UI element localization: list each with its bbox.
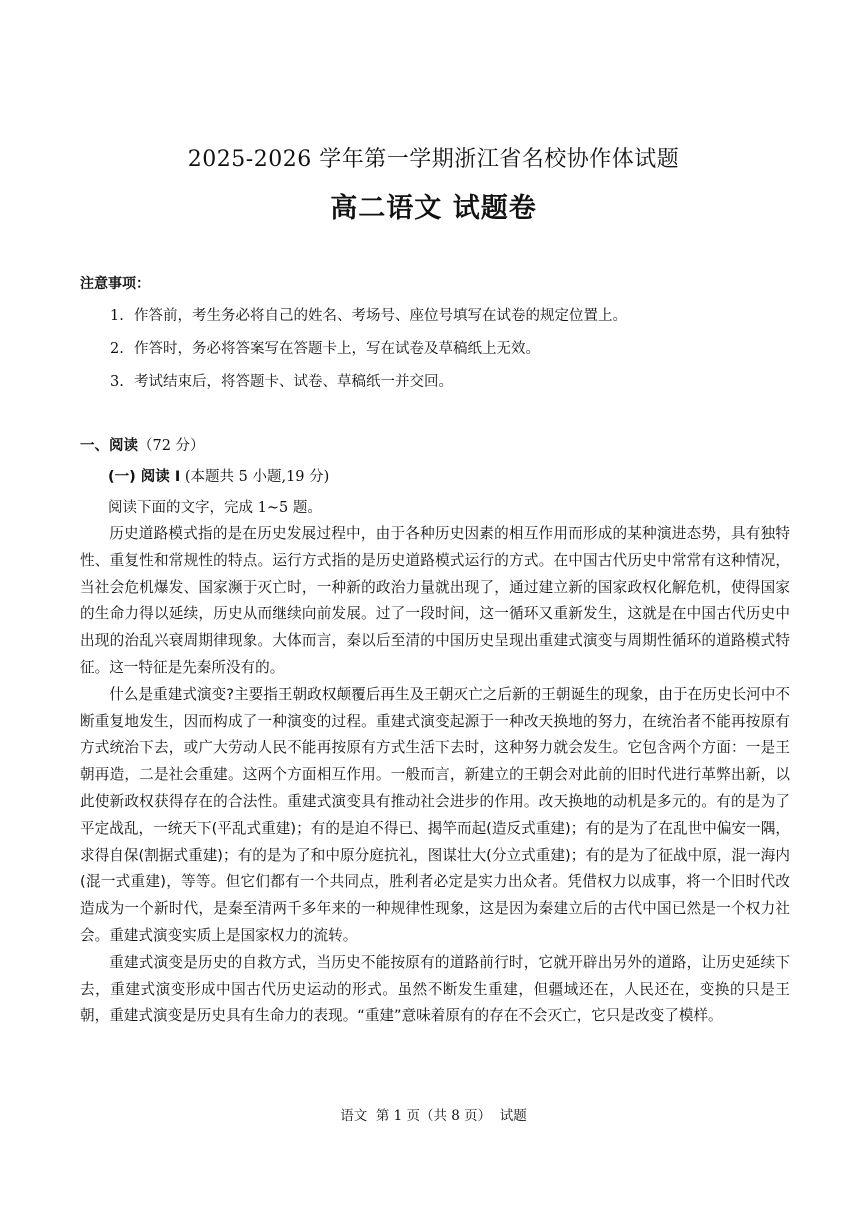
- notice-item: [110, 306, 800, 339]
- reading-passage: [80, 521, 790, 1030]
- section-score: （72 分）: [138, 438, 205, 454]
- section-label: 一、阅读: [80, 438, 138, 454]
- subsection-note: (本题共 5 小题,19 分): [180, 469, 330, 485]
- page-footer: 语文 第 1 页（共 8 页） 试题: [340, 1108, 527, 1124]
- exam-title: 高二语文 试题卷: [330, 193, 537, 224]
- passage-paragraph: 什么是重建式演变?主要指王朝政权颠覆后再生及王朝灭亡之后新的王朝诞生的现象，由于在历史长河中不断重复地发生，因而构成了一种演变的过程。重建式演变起源于一种改天换地的努力，在统治者不能再按原有方式统治下去，或广大劳动人民不能再按原有方式生活下去时，这种努力就会发生。它包含两个方面：一是王朝再造，二是社会重建。这两个方面相互作用。一般而言，新建立的王朝会对此前的旧时代进行革弊出新，以此使新政权获得存在的合法性。重建式演变具有推动社会进步的作用。改天换地的动机是多元的。有的是为了平定战乱，一统天下(平乱式重建)；有的是迫不得已、揭竿而起(造反式重建)；有的是为了在乱世中偏安一隅，求得自保(割据式重建)；有的是为了和中原分庭抗礼，图谋壮大(分立式重建)；有的是为了征战中原，混一海内(混一式重建)，等等。但它们都有一个共同点，胜利者必定是实力出众者。凭借权力以成事，将一个旧时代改造成为一个新时代，是秦至清两千多年来的一种规律性现象，这是因为秦建立后的古代中国已然是一个权力社会。重建式演变实质上是国家权力的流转。: [80, 685, 790, 944]
- notice-item-text: 考试结束后，将答题卡、试卷、草稿纸一并交回。: [134, 374, 453, 390]
- notice-block: [80, 273, 800, 405]
- passage-paragraph: 重建式演变是历史的自救方式，当历史不能按原有的道路前行时，它就开辟出另外的道路，让历史延续下去，重建式演变形成中国古代历史运动的形式。虽然不断发生重建，但疆域还在，人民还在，变换的只是王朝，重建式演变是历史具有生命力的表现。“重建”意味着原有的存在不会灭亡，它只是改变了模样。: [80, 953, 790, 1025]
- notice-item: [110, 372, 800, 405]
- exam-subtitle: 2025-2026 学年第一学期浙江省名校协作体试题: [187, 147, 680, 172]
- reading-instruction: 阅读下面的文字，完成 1~5 题。: [108, 500, 322, 516]
- notice-item-number: 2.: [110, 341, 124, 357]
- notice-title: 注意事项：: [80, 276, 150, 292]
- notice-item-number: 1.: [110, 308, 124, 324]
- notice-item-text: 作答时，务必将答案写在答题卡上，写在试卷及草稿纸上无效。: [134, 341, 540, 357]
- section-heading: [80, 434, 205, 455]
- notice-item-text: 作答前，考生务必将自己的姓名、考场号、座位号填写在试卷的规定位置上。: [134, 308, 627, 324]
- subsection-label: (一) 阅读 I: [108, 469, 181, 485]
- notice-item: [110, 339, 800, 372]
- subsection-heading: [108, 465, 329, 486]
- notice-item-number: 3.: [110, 374, 124, 390]
- passage-paragraph: 历史道路模式指的是在历史发展过程中，由于各种历史因素的相互作用而形成的某种演进态势，具有独特性、重复性和常规性的特点。运行方式指的是历史道路模式运行的方式。在中国古代历史中常常有这种情况，当社会危机爆发、国家濒于灭亡时，一种新的政治力量就出现了，通过建立新的国家政权化解危机，使得国家的生命力得以延续，历史从而继续向前发展。过了一段时间，这一循环又重新发生，这就是在中国古代历史中出现的治乱兴衰周期律现象。大体而言，秦以后至清的中国历史呈现出重建式演变与周期性循环的道路模式特征。这一特征是先秦所没有的。: [80, 525, 790, 676]
